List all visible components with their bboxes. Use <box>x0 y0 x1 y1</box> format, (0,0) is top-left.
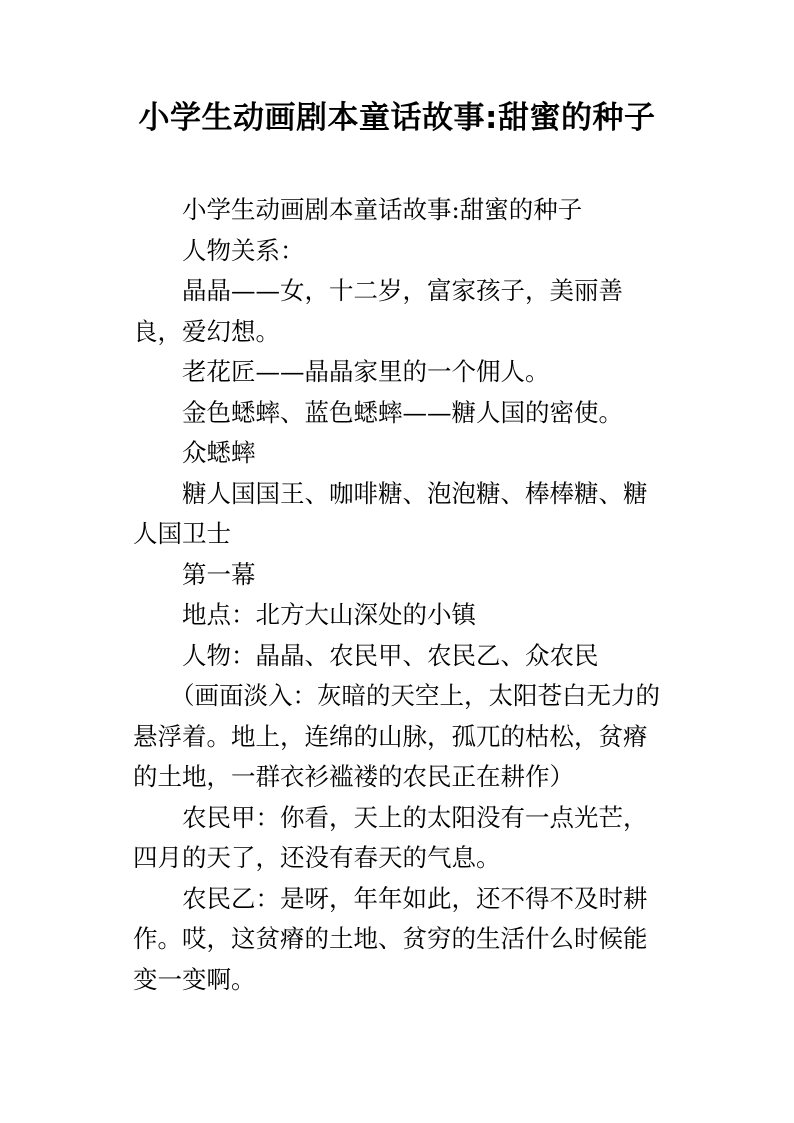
character-old-gardener: 老花匠——晶晶家里的一个佣人。 <box>182 357 550 386</box>
character-jingjing: 晶晶——女，十二岁，富家孩子，美丽善良，爱幻想。 <box>133 276 623 346</box>
character-crickets: 金色蟋蟀、蓝色蟋蟀——糖人国的密使。 <box>182 397 623 427</box>
characters-heading: 人物关系： <box>182 235 305 265</box>
act-one-heading: 第一幕 <box>182 559 256 589</box>
stage-direction: （画面淡入：灰暗的天空上，太阳苍白无力的悬浮着。地上，连绵的山脉，孤兀的枯松，贫瘠的土地，一群衣衫褴褛的农民正在耕作） <box>133 681 660 791</box>
scene-characters: 人物：晶晶、农民甲、农民乙、众农民 <box>182 640 599 670</box>
dialogue-farmer-a: 农民甲：你看，天上的太阳没有一点光芒，四月的天了，还没有春天的气息。 <box>133 802 648 872</box>
dialogue-farmer-b: 农民乙：是呀，年年如此，还不得不及时耕作。哎，这贫瘠的土地、贫穷的生活什么时候能变一变啊。 <box>133 883 648 994</box>
scene-location: 地点：北方大山深处的小镇 <box>182 600 476 629</box>
character-cricket-crowd: 众蟋蟀 <box>182 438 256 467</box>
subtitle-paragraph: 小学生动画剧本童话故事:甜蜜的种子 <box>182 195 583 224</box>
character-candy-kingdom: 糖人国国王、咖啡糖、泡泡糖、棒棒糖、糖人国卫士 <box>133 478 648 548</box>
document-title: 小学生动画剧本童话故事:甜蜜的种子 <box>138 100 656 136</box>
document-body <box>133 190 663 1000</box>
